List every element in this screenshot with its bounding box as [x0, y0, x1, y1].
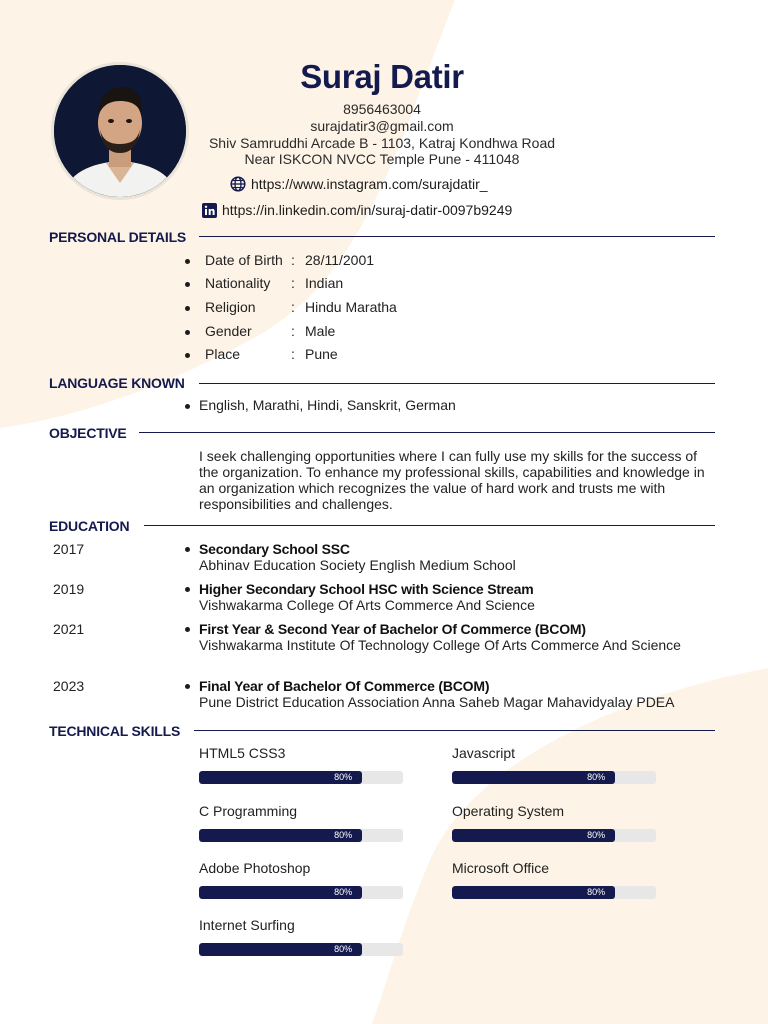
instagram-link[interactable]: [230, 176, 488, 192]
skill-progress-bar: [452, 771, 656, 784]
detail-value: 28/11/2001: [305, 252, 375, 268]
section-divider: [139, 432, 715, 433]
skill-progress-bar: [199, 886, 403, 899]
detail-separator: :: [291, 252, 295, 268]
detail-value: Pune: [305, 346, 338, 362]
education-school: Vishwakarma College Of Arts Commerce And Science: [199, 597, 535, 613]
skill-progress-fill: [199, 829, 362, 842]
skill-percent: 80%: [587, 887, 606, 897]
education-school: Abhinav Education Society English Medium School: [199, 557, 516, 573]
skill-progress-fill: [199, 886, 362, 899]
skill-progress-fill: [199, 943, 362, 956]
skill-name: Operating System: [452, 803, 565, 819]
detail-label: Gender: [205, 323, 252, 339]
section-divider: [194, 730, 715, 731]
detail-place: [205, 346, 338, 362]
section-divider: [199, 383, 715, 384]
email-address[interactable]: surajdatir3@gmail.com: [310, 118, 454, 134]
section-divider: [144, 525, 715, 526]
skill-percent: 80%: [334, 772, 353, 782]
education-entry: [199, 581, 709, 613]
skill-name: Microsoft Office: [452, 860, 549, 876]
instagram-url[interactable]: https://www.instagram.com/surajdatir_: [251, 176, 488, 192]
skill-progress-bar: [199, 829, 403, 842]
skill-name: Javascript: [452, 745, 516, 761]
address-line-1: Shiv Samruddhi Arcade B - 1103, Katraj Kondhwa Road: [208, 135, 556, 151]
detail-separator: :: [291, 346, 295, 362]
skill-progress-fill: [199, 771, 362, 784]
education-title: First Year & Second Year of Bachelor Of Commerce (BCOM): [199, 621, 586, 637]
linkedin-icon: [202, 203, 217, 218]
education-year: 2017: [53, 541, 85, 557]
skill-percent: 80%: [334, 830, 353, 840]
skill-percent: 80%: [334, 887, 353, 897]
linkedin-link[interactable]: [202, 202, 512, 218]
candidate-name: Suraj Datir: [300, 58, 464, 95]
detail-value: Hindu Maratha: [305, 299, 397, 315]
languages-list: English, Marathi, Hindi, Sanskrit, German: [199, 397, 456, 413]
education-year: 2023: [53, 678, 85, 694]
objective-text: I seek challenging opportunities where I can fully use my skills for the success of the organization. To enhance my professional skills, capabilities and knowledge in an organization which recognizes the value of hard work and trusts me with responsibilities and challenges.: [199, 448, 705, 512]
education-heading: EDUCATION: [49, 518, 130, 534]
skill-progress-bar: [199, 943, 403, 956]
education-entry: [199, 541, 709, 573]
phone-number: 8956463004: [343, 101, 421, 117]
profile-photo: [51, 62, 189, 200]
education-entry: [199, 621, 709, 653]
skill-name: Adobe Photoshop: [199, 860, 311, 876]
detail-religion: [205, 299, 397, 315]
detail-label: Nationality: [205, 275, 271, 291]
skill-progress-fill: [452, 829, 615, 842]
objective-heading: OBJECTIVE: [49, 425, 127, 441]
skills-heading: TECHNICAL SKILLS: [49, 723, 181, 739]
skill-progress-fill: [452, 771, 615, 784]
detail-separator: :: [291, 299, 295, 315]
education-school: Pune District Education Association Anna Saheb Magar Mahavidyalay PDEA: [199, 694, 675, 710]
globe-icon: [230, 176, 246, 192]
personal-details-heading: PERSONAL DETAILS: [49, 229, 187, 245]
education-school: Vishwakarma Institute Of Technology College Of Arts Commerce And Science: [199, 637, 681, 653]
skill-progress-fill: [452, 886, 615, 899]
detail-separator: :: [291, 275, 295, 291]
skill-percent: 80%: [587, 772, 606, 782]
address-line-2: Near ISKCON NVCC Temple Pune - 411048: [244, 151, 520, 167]
detail-separator: :: [291, 323, 295, 339]
education-title: Final Year of Bachelor Of Commerce (BCOM): [199, 678, 490, 694]
linkedin-url[interactable]: https://in.linkedin.com/in/suraj-datir-0097b9249: [222, 202, 513, 218]
skill-name: C Programming: [199, 803, 298, 819]
education-title: Higher Secondary School HSC with Science Stream: [199, 581, 534, 597]
skill-progress-bar: [199, 771, 403, 784]
language-heading: LANGUAGE KNOWN: [49, 375, 185, 391]
education-entry: [199, 678, 709, 710]
skill-percent: 80%: [587, 830, 606, 840]
detail-nationality: [205, 275, 343, 291]
education-title: Secondary School SSC: [199, 541, 350, 557]
skill-name: Internet Surfing: [199, 917, 295, 933]
section-divider: [199, 236, 715, 237]
skill-progress-bar: [452, 829, 656, 842]
detail-value: Male: [305, 323, 336, 339]
detail-value: Indian: [305, 275, 344, 291]
skill-name: HTML5 CSS3: [199, 745, 286, 761]
detail-dob: [205, 252, 374, 268]
detail-gender: [205, 323, 335, 339]
detail-label: Date of Birth: [205, 252, 283, 268]
skill-percent: 80%: [334, 944, 353, 954]
detail-label: Place: [205, 346, 241, 362]
detail-label: Religion: [205, 299, 256, 315]
education-year: 2019: [53, 581, 85, 597]
education-year: 2021: [53, 621, 85, 637]
skill-progress-bar: [452, 886, 656, 899]
